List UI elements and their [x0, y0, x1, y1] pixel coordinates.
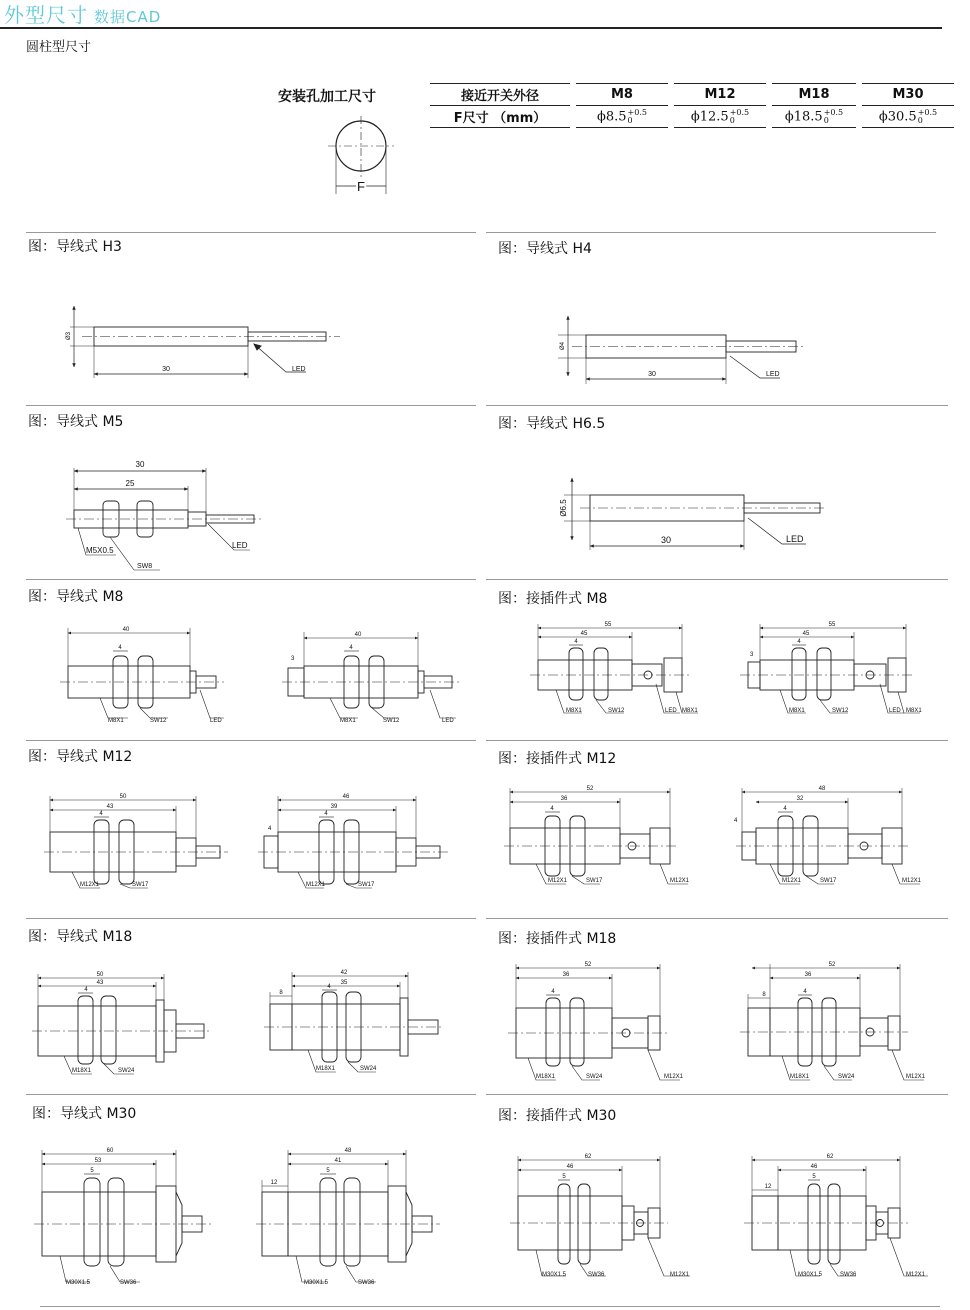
m18p-b-offset-label: 8	[762, 992, 766, 998]
m18p-b-nut-label: 4	[803, 989, 807, 995]
m8w-b-led-label: LED	[442, 718, 454, 724]
m30p-b-total-label: 62	[826, 1154, 834, 1160]
hole-dim-label: F	[357, 179, 365, 194]
m30w-a-thread-label: M30X1.5	[66, 1280, 91, 1286]
spec-f-m8: ϕ8.5+0.5 0	[576, 106, 668, 128]
m18w-a-total-label: 50	[96, 972, 104, 978]
drawing-m8-plug-b	[740, 624, 920, 713]
spec-size-m18: M18	[772, 83, 856, 106]
m12p-a-sw-label: SW17	[586, 878, 603, 884]
h65-len-label: 30	[660, 535, 672, 545]
m12p-b-conn-label: M12X1	[902, 878, 922, 884]
m30p-a-sw-label: SW36	[588, 1272, 605, 1278]
m30w-b-thread-label: M30X1.5	[304, 1280, 329, 1286]
m30w-a-sw-label: SW36	[120, 1280, 137, 1286]
drawing-m12-plug-b	[736, 788, 920, 884]
m8p-a-thread-label: M8X1	[566, 708, 582, 714]
m30p-b-conn-label: M12X1	[906, 1272, 926, 1278]
section-title-m12-plug: 图：接插件式 M12	[498, 751, 617, 767]
h3-body	[94, 327, 248, 346]
spec-f-m18: ϕ18.5+0.5 0	[772, 106, 856, 128]
m30w-b-nut-label: 5	[326, 1168, 330, 1174]
nut	[108, 1178, 124, 1266]
page-subtitle: 圆柱型尺寸	[26, 40, 92, 55]
section-title-m8-wire: 图：导线式 M8	[28, 589, 124, 605]
m8p-b-offset-label: 3	[750, 652, 754, 658]
m30p-a-total-label: 62	[584, 1154, 592, 1160]
h65-led-label: LED	[786, 534, 804, 544]
h4-dia-label: Ø4	[560, 341, 566, 351]
m12w-a-nut-label: 4	[99, 811, 103, 817]
m8p-b-body-label: 45	[802, 631, 810, 637]
section-title-m30-wire: 图：导线式 M30	[32, 1106, 137, 1122]
m30w-a-body-label: 53	[94, 1158, 102, 1164]
m12w-a-body-label: 43	[106, 804, 114, 810]
section-title-m30-plug: 图：接插件式 M30	[498, 1108, 617, 1124]
m8w-b-thread-label: M8X1	[340, 718, 356, 724]
m8p-b-sw-label: SW12	[832, 708, 849, 714]
m30p-b-offset-label: 12	[764, 1184, 772, 1190]
drawing-m12-wire-b	[258, 796, 448, 888]
m8p-a-total-label: 55	[604, 622, 612, 628]
h65-dia-label: Ø6.5	[559, 499, 568, 517]
m18w-b-body-label: 35	[340, 980, 348, 986]
m8p-b-thread-label: M8X1	[789, 708, 805, 714]
drawing-m18-wire-b	[264, 972, 444, 1072]
m12p-a-thread-label: M12X1	[548, 878, 568, 884]
m12w-b-body-label: 39	[330, 804, 338, 810]
m8w-a-total-label: 40	[122, 627, 130, 633]
header-title: 外型尺寸	[4, 3, 88, 27]
spec-size-m8: M8	[576, 83, 668, 106]
m8p-b-led-label: LED	[889, 708, 901, 714]
m12p-a-conn-label: M12X1	[670, 878, 690, 884]
m8p-a-conn-label: M8X1	[682, 708, 698, 714]
drawing-m8-plug-a	[530, 624, 698, 713]
h4-led-label: LED	[766, 371, 780, 378]
m8w-a-nut-label: 4	[118, 645, 122, 651]
m18p-a-nut-label: 4	[551, 989, 555, 995]
drawing-m30-plug-a	[510, 1156, 690, 1276]
drawing-m18-plug-b	[740, 964, 924, 1080]
m12p-b-total-label: 48	[818, 786, 826, 792]
m30p-a-conn-label: M12X1	[670, 1272, 690, 1278]
section-title-h4: 图：导线式 H4	[498, 241, 592, 257]
m30p-a-nut-label: 5	[562, 1174, 566, 1180]
drawing-m18-plug-a	[508, 964, 680, 1080]
drawing-m12-wire-a	[44, 796, 228, 888]
m30w-b-sw-label: SW36	[358, 1280, 375, 1286]
m30w-b-total-label: 48	[344, 1148, 352, 1154]
m18w-b-total-label: 42	[340, 970, 348, 976]
drawing-m30-plug-b	[744, 1156, 928, 1276]
m8p-b-conn-label: M8X1	[906, 708, 922, 714]
m30w-b-offset-label: 12	[270, 1180, 278, 1186]
section-title-h65: 图：导线式 H6.5	[498, 416, 606, 432]
m18p-a-thread-label: M18X1	[536, 1074, 556, 1080]
header-subtitle: 数据CAD	[94, 8, 162, 26]
m5-body-label: 25	[125, 479, 135, 488]
m30p-a-body-label: 46	[566, 1164, 574, 1170]
nut	[320, 1178, 336, 1266]
m8p-a-body-label: 45	[580, 631, 588, 637]
m18p-a-body-label: 36	[562, 972, 570, 978]
section-title-m8-plug: 图：接插件式 M8	[498, 591, 608, 607]
m8w-b-sw-label: SW12	[383, 718, 400, 724]
nut	[84, 1178, 100, 1266]
m8p-a-nut-label: 4	[574, 639, 578, 645]
m30w-a-total-label: 60	[106, 1148, 114, 1154]
m5-thread-label: M5X0.5	[86, 546, 114, 555]
m12w-b-offset-label: 4	[268, 826, 272, 832]
m18p-a-conn-label: M12X1	[664, 1074, 684, 1080]
m18p-b-body-label: 36	[804, 972, 812, 978]
m5-led-label: LED	[232, 541, 248, 550]
drawing-m30-wire-b	[256, 1150, 440, 1282]
m18w-b-sw-label: SW24	[360, 1066, 377, 1072]
m8p-b-nut-label: 4	[797, 639, 801, 645]
nut	[792, 648, 806, 700]
m12w-b-thread-label: M12X1	[306, 882, 326, 888]
m12p-b-sw-label: SW17	[820, 878, 837, 884]
section-title-m12-wire: 图：导线式 M12	[28, 749, 133, 765]
m12p-b-nut-label: 4	[783, 806, 787, 812]
m30p-b-nut-label: 5	[812, 1174, 816, 1180]
m18w-b-nut-label: 4	[327, 984, 331, 990]
m8w-b-total-label: 40	[354, 632, 362, 638]
m12w-a-total-label: 50	[119, 794, 127, 800]
m8w-thread-label: M8X1	[108, 718, 124, 724]
nut	[569, 648, 583, 700]
m12p-a-body-label: 36	[560, 796, 568, 802]
drawing-m12-plug-a	[504, 788, 688, 884]
h3-led-label: LED	[292, 366, 306, 373]
m12w-b-sw-label: SW17	[358, 882, 375, 888]
spec-header-diameter: 接近开关外径	[430, 83, 570, 106]
m5-total-label: 30	[135, 460, 145, 469]
spec-f-m12: ϕ12.5+0.5 0	[674, 106, 766, 128]
m18w-a-nut-label: 4	[84, 987, 88, 993]
m30w-a-nut-label: 5	[90, 1168, 94, 1174]
m12p-a-nut-label: 4	[550, 806, 554, 812]
m12w-a-sw-label: SW17	[132, 882, 149, 888]
m30p-b-body-label: 46	[810, 1164, 818, 1170]
m18w-a-sw-label: SW24	[118, 1068, 135, 1074]
m12w-b-nut-label: 4	[324, 811, 328, 817]
nut	[344, 1178, 360, 1266]
m12p-b-offset-label: 4	[734, 818, 738, 824]
m18p-b-sw-label: SW24	[838, 1074, 855, 1080]
nut	[594, 648, 608, 700]
spec-header-f: F尺寸 （mm）	[430, 106, 570, 128]
m12p-b-thread-label: M12X1	[782, 878, 802, 884]
m8w-led-label: LED	[210, 718, 222, 724]
m18p-b-thread-label: M18X1	[790, 1074, 810, 1080]
m8p-a-sw-label: SW12	[608, 708, 625, 714]
m8p-a-led-label: LED	[665, 708, 677, 714]
m18w-a-thread-label: M18X1	[72, 1068, 92, 1074]
m12p-b-body-label: 32	[796, 796, 804, 802]
m18w-b-offset-label: 8	[279, 990, 283, 996]
m18w-b-thread-label: M18X1	[316, 1066, 336, 1072]
m30p-b-thread-label: M30X1.5	[798, 1272, 823, 1278]
drawing-m8-wire-a	[60, 628, 224, 718]
section-title-m18-wire: 图：导线式 M18	[28, 929, 133, 945]
m12w-a-thread-label: M12X1	[80, 882, 100, 888]
drawing-m8-wire-b	[282, 632, 462, 718]
m12w-b-total-label: 46	[342, 794, 350, 800]
m5-sw-label: SW8	[137, 563, 153, 570]
m30p-b-sw-label: SW36	[840, 1272, 857, 1278]
h4-len-label: 30	[648, 371, 656, 378]
m18p-b-conn-label: M12X1	[906, 1074, 926, 1080]
m18p-a-total-label: 52	[584, 962, 592, 968]
m30p-a-thread-label: M30X1.5	[542, 1272, 567, 1278]
spec-size-m12: M12	[674, 83, 766, 106]
drawing-m18-wire-a	[32, 974, 210, 1074]
section-title-m5: 图：导线式 M5	[28, 414, 124, 430]
spec-f-m30: ϕ30.5+0.5 0	[862, 106, 954, 128]
h3-len-label: 30	[162, 366, 170, 373]
m12p-a-total-label: 52	[586, 786, 594, 792]
m18p-b-total-label: 52	[828, 962, 836, 968]
m30w-b-body-label: 41	[334, 1158, 342, 1164]
drawing-m30-wire-a	[34, 1150, 212, 1282]
m8w-sw-label: SW12	[150, 718, 167, 724]
m8w-b-offset-label: 3	[291, 656, 295, 662]
m8p-b-total-label: 55	[828, 622, 836, 628]
h3-dia-label: Ø3	[66, 331, 72, 341]
nut	[817, 648, 831, 700]
section-title-h3: 图：导线式 H3	[28, 239, 122, 255]
m18p-a-sw-label: SW24	[586, 1074, 603, 1080]
m8w-b-nut-label: 4	[349, 645, 353, 651]
section-title-m18-plug: 图：接插件式 M18	[498, 931, 617, 947]
spec-size-m30: M30	[862, 83, 954, 106]
m18w-a-body-label: 43	[96, 980, 104, 986]
install-hole-label: 安装孔加工尺寸	[278, 89, 376, 105]
